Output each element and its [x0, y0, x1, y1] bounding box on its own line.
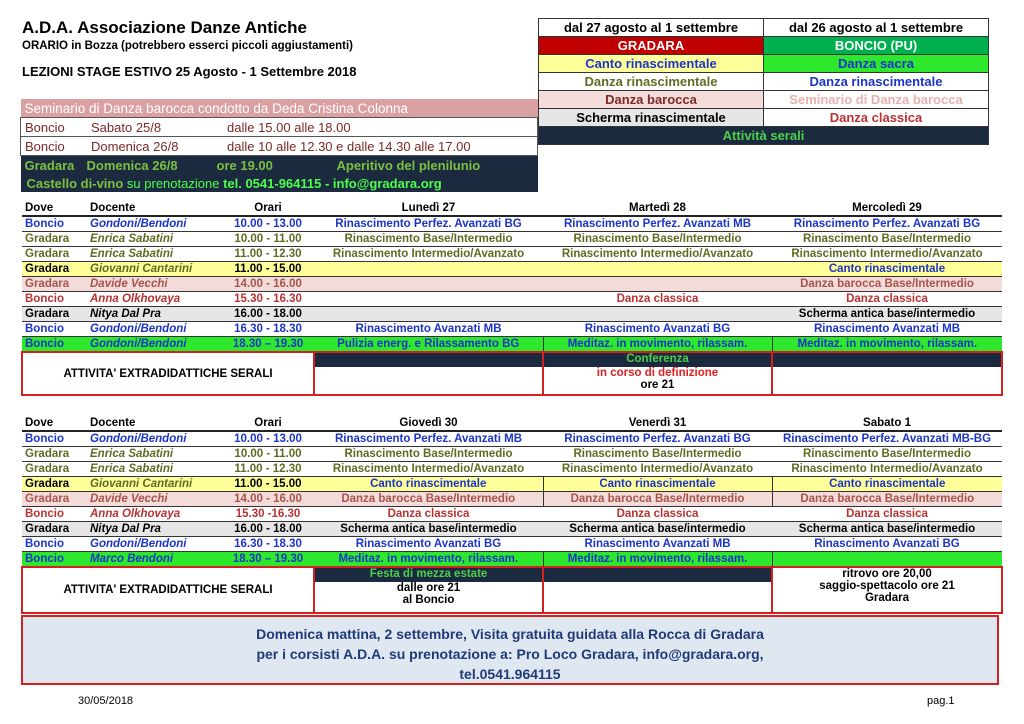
table-row [22, 216, 1002, 232]
table-row [22, 322, 1002, 337]
page-title: A.D.A. Associazione Danze Antiche [22, 18, 307, 37]
table-header-row [22, 416, 1002, 431]
page-subtitle: ORARIO in Bozza (potrebbero esserci piccoli aggiustamenti) [22, 40, 354, 52]
legend-item: Danza barocca [539, 91, 764, 109]
cell-teacher: Gondoni/Bendoni [87, 216, 222, 232]
cell-class: Danza barocca Base/Intermedio [772, 277, 1002, 292]
cell-place: Gradara [22, 262, 87, 277]
extra-bar [544, 568, 771, 582]
stage-title: LEZIONI STAGE ESTIVO 25 Agosto - 1 Settembre 2018 [22, 64, 357, 79]
cell-time: 18.30 – 19.30 [222, 337, 314, 353]
cell-class: Rinascimento Intermedio/Avanzato [314, 247, 543, 262]
cell-class: Danza barocca Base/Intermedio [543, 492, 772, 507]
cell-place: Gradara [22, 247, 87, 262]
seminar-box [20, 99, 538, 192]
table-row [22, 337, 1002, 353]
cell-time: 15.30 -16.30 [222, 507, 314, 522]
cell-class: Canto rinascimentale [772, 262, 1002, 277]
cell-teacher: Anna Olkhovaya [87, 292, 222, 307]
document-date: 30/05/2018 [78, 695, 134, 707]
legend-item: Danza rinascimentale [539, 73, 764, 91]
cell-place: Boncio [22, 431, 87, 447]
table-row [22, 507, 1002, 522]
table-row [22, 462, 1002, 477]
table-header-row [22, 201, 1002, 216]
cell-time: 10.00 - 11.00 [222, 232, 314, 247]
cell-time: 10.00 - 13.00 [222, 216, 314, 232]
cell-place: Boncio [22, 337, 87, 353]
col-header: Giovedì 30 [314, 416, 543, 431]
cell-class: Rinascimento Perfez. Avanzati MB-BG [772, 431, 1002, 447]
cell-class [314, 292, 543, 307]
cell-class: Meditaz. in movimento, rilassam. [543, 552, 772, 568]
extra-activities-row [22, 352, 1002, 395]
extra-bar [773, 353, 1001, 367]
seminar-day: Domenica 26/8 [91, 138, 179, 154]
extra-label: ATTIVITA' EXTRADIDATTICHE SERALI [22, 567, 314, 613]
cell-teacher: Giovanni Cantarini [87, 477, 222, 492]
cell-teacher: Davide Vecchi [87, 492, 222, 507]
extra-top: Festa di mezza estate [315, 568, 542, 582]
seminar-time: dalle 10 alle 12.30 e dalle 14.30 alle 17.00 [227, 138, 471, 154]
extra-show: saggio-spettacolo ore 21 [819, 580, 955, 592]
seminar-day: Sabato 25/8 [91, 119, 162, 135]
cell-class: Canto rinascimentale [314, 477, 543, 492]
col-header: Orari [222, 201, 314, 216]
legend-item: Danza sacra [764, 55, 989, 73]
cell-class: Danza classica [772, 292, 1002, 307]
legend-item: Danza rinascimentale [764, 73, 989, 91]
cell-class: Canto rinascimentale [543, 477, 772, 492]
seminar-time: dalle 15.00 alle 18.00 [227, 119, 351, 135]
cell-class: Scherma antica base/intermedio [772, 522, 1002, 537]
col-header: Martedì 28 [543, 201, 772, 216]
booking-contact: tel. 0541-964115 - info@gradara.org [223, 175, 442, 191]
cell-class: Scherma antica base/intermedio [314, 522, 543, 537]
schedule-table-1 [21, 201, 1003, 396]
cell-class: Rinascimento Perfez. Avanzati MB [314, 431, 543, 447]
cell-time: 11.00 - 15.00 [222, 262, 314, 277]
cell-time: 14.00 - 16.00 [222, 492, 314, 507]
cell-class: Danza classica [543, 507, 772, 522]
cell-place: Gradara [22, 277, 87, 292]
legend-table [538, 18, 989, 145]
cell-class: Danza classica [772, 507, 1002, 522]
cell-teacher: Enrica Sabatini [87, 462, 222, 477]
cell-class: Rinascimento Avanzati MB [543, 537, 772, 552]
legend-item: Danza classica [764, 109, 989, 127]
cell-time: 14.00 - 16.00 [222, 277, 314, 292]
page-number: pag.1 [927, 695, 955, 707]
cell-class [314, 262, 543, 277]
booking-venue: Castello di-vino [26, 175, 124, 191]
col-header: Lunedì 27 [314, 201, 543, 216]
cell-class: Rinascimento Avanzati MB [772, 322, 1002, 337]
cell-class: Meditaz. in movimento, rilassam. [543, 337, 772, 353]
cell-time: 10.00 - 13.00 [222, 431, 314, 447]
event-day: Domenica 26/8 [86, 157, 178, 173]
table-row [22, 292, 1002, 307]
seminar-booking-row [21, 174, 538, 192]
col-header: Sabato 1 [772, 416, 1002, 431]
cell-place: Gradara [22, 477, 87, 492]
cell-class: Rinascimento Perfez. Avanzati BG [772, 216, 1002, 232]
table-row [22, 277, 1002, 292]
cell-place: Gradara [22, 492, 87, 507]
cell-place: Gradara [22, 447, 87, 462]
cell-class: Rinascimento Intermedio/Avanzato [772, 462, 1002, 477]
col-header: Mercoledì 29 [772, 201, 1002, 216]
cell-teacher: Marco Bendoni [87, 552, 222, 568]
cell-class: Danza barocca Base/Intermedio [314, 492, 543, 507]
seminar-place: Boncio [25, 119, 65, 135]
cell-place: Boncio [22, 216, 87, 232]
cell-class: Rinascimento Base/Intermedio [543, 232, 772, 247]
cell-class: Pulizia energ. e Rilassamento BG [314, 337, 543, 353]
extra-place: Gradara [864, 592, 910, 604]
cell-teacher: Gondoni/Bendoni [87, 322, 222, 337]
cell-class: Rinascimento Intermedio/Avanzato [772, 247, 1002, 262]
cell-class [314, 277, 543, 292]
seminar-row [21, 137, 538, 156]
cell-place: Gradara [22, 522, 87, 537]
cell-time: 16.00 - 18.00 [222, 307, 314, 322]
cell-time: 11.00 - 12.30 [222, 462, 314, 477]
cell-teacher: Davide Vecchi [87, 277, 222, 292]
table-row [22, 477, 1002, 492]
seminar-event-row [21, 156, 538, 175]
cell-time: 15.30 - 16.30 [222, 292, 314, 307]
legend-boncio-dates: dal 26 agosto al 1 settembre [764, 19, 989, 37]
legend-evening: Attività serali [539, 127, 989, 145]
cell-class [543, 277, 772, 292]
cell-class: Rinascimento Avanzati BG [772, 537, 1002, 552]
cell-time: 16.30 - 18.30 [222, 322, 314, 337]
cell-teacher: Giovanni Cantarini [87, 262, 222, 277]
footer-note [21, 615, 999, 685]
cell-class [314, 307, 543, 322]
seminar-row [21, 118, 538, 137]
table-row [22, 552, 1002, 568]
schedule-table-2 [21, 416, 1003, 614]
cell-class: Scherma antica base/intermedio [772, 307, 1002, 322]
cell-class: Rinascimento Avanzati BG [314, 537, 543, 552]
col-header: Docente [87, 416, 222, 431]
extra-note: in corso di definizione [596, 367, 719, 379]
cell-class: Rinascimento Base/Intermedio [772, 447, 1002, 462]
cell-class: Scherma antica base/intermedio [543, 522, 772, 537]
cell-teacher: Nitya Dal Pra [87, 307, 222, 322]
cell-teacher: Enrica Sabatini [87, 447, 222, 462]
cell-teacher: Gondoni/Bendoni [87, 337, 222, 353]
legend-gradara-dates: dal 27 agosto al 1 settembre [539, 19, 764, 37]
footer-line: per i corsisti A.D.A. su prenotazione a: Pro Loco Gradara, info@gradara.org, [256, 646, 764, 662]
cell-time: 16.30 - 18.30 [222, 537, 314, 552]
cell-class: Rinascimento Avanzati BG [543, 322, 772, 337]
extra-bar [315, 353, 542, 367]
extra-meet: ritrovo ore 20,00 [842, 568, 932, 580]
cell-class: Rinascimento Base/Intermedio [772, 232, 1002, 247]
cell-class: Rinascimento Base/Intermedio [543, 447, 772, 462]
cell-place: Boncio [22, 537, 87, 552]
extra-activities-row [22, 567, 1002, 613]
event-time: ore 19.00 [216, 157, 273, 173]
extra-top: Conferenza [544, 353, 771, 367]
event-name: Aperitivo del plenilunio [336, 157, 481, 173]
footer-line: tel.0541.964115 [459, 666, 561, 682]
cell-class: Meditaz. in movimento, rilassam. [772, 337, 1002, 353]
table-row [22, 307, 1002, 322]
cell-time: 11.00 - 12.30 [222, 247, 314, 262]
seminar-place: Boncio [25, 138, 65, 154]
cell-teacher: Gondoni/Bendoni [87, 431, 222, 447]
extra-time: ore 21 [640, 379, 675, 391]
cell-place: Boncio [22, 292, 87, 307]
cell-class [772, 552, 1002, 568]
extra-time: dalle ore 21 [396, 582, 461, 594]
cell-place: Boncio [22, 322, 87, 337]
event-place: Gradara [24, 157, 75, 173]
booking-mid: su prenotazione [126, 175, 220, 191]
table-row [22, 247, 1002, 262]
cell-time: 16.00 - 18.00 [222, 522, 314, 537]
cell-class [543, 262, 772, 277]
table-row [22, 431, 1002, 447]
legend-item: Canto rinascimentale [539, 55, 764, 73]
legend-gradara: GRADARA [539, 37, 764, 55]
cell-class: Rinascimento Intermedio/Avanzato [543, 247, 772, 262]
seminar-title: Seminario di Danza barocca condotto da Deda Cristina Colonna [21, 99, 538, 118]
cell-class: Danza classica [314, 507, 543, 522]
cell-teacher: Enrica Sabatini [87, 232, 222, 247]
cell-teacher: Nitya Dal Pra [87, 522, 222, 537]
cell-class: Rinascimento Perfez. Avanzati BG [314, 216, 543, 232]
cell-place: Gradara [22, 232, 87, 247]
cell-time: 10.00 - 11.00 [222, 447, 314, 462]
table-row [22, 447, 1002, 462]
legend-item: Seminario di Danza barocca [764, 91, 989, 109]
cell-place: Boncio [22, 507, 87, 522]
cell-class: Canto rinascimentale [772, 477, 1002, 492]
cell-teacher: Gondoni/Bendoni [87, 537, 222, 552]
col-header: Dove [22, 416, 87, 431]
cell-class: Rinascimento Base/Intermedio [314, 447, 543, 462]
table-row [22, 522, 1002, 537]
table-row [22, 232, 1002, 247]
cell-class: Rinascimento Base/Intermedio [314, 232, 543, 247]
cell-class: Danza barocca Base/Intermedio [772, 492, 1002, 507]
legend-item: Scherma rinascimentale [539, 109, 764, 127]
cell-place: Gradara [22, 307, 87, 322]
cell-class [543, 307, 772, 322]
cell-teacher: Enrica Sabatini [87, 247, 222, 262]
cell-place: Gradara [22, 462, 87, 477]
cell-teacher: Anna Olkhovaya [87, 507, 222, 522]
cell-class: Rinascimento Perfez. Avanzati BG [543, 431, 772, 447]
cell-class: Rinascimento Perfez. Avanzati MB [543, 216, 772, 232]
col-header: Venerdì 31 [543, 416, 772, 431]
col-header: Docente [87, 201, 222, 216]
cell-time: 18.30 – 19.30 [222, 552, 314, 568]
footer-line: Domenica mattina, 2 settembre, Visita gratuita guidata alla Rocca di Gradara [256, 626, 764, 642]
legend-boncio: BONCIO (PU) [764, 37, 989, 55]
col-header: Dove [22, 201, 87, 216]
extra-place: al Boncio [402, 594, 455, 606]
table-row [22, 537, 1002, 552]
cell-class: Rinascimento Avanzati MB [314, 322, 543, 337]
cell-time: 11.00 - 15.00 [222, 477, 314, 492]
col-header: Orari [222, 416, 314, 431]
cell-class: Danza classica [543, 292, 772, 307]
table-row [22, 492, 1002, 507]
cell-class: Rinascimento Intermedio/Avanzato [314, 462, 543, 477]
cell-place: Boncio [22, 552, 87, 568]
cell-class: Rinascimento Intermedio/Avanzato [543, 462, 772, 477]
cell-class: Meditaz. in movimento, rilassam. [314, 552, 543, 568]
extra-label: ATTIVITA' EXTRADIDATTICHE SERALI [22, 352, 314, 395]
table-row [22, 262, 1002, 277]
